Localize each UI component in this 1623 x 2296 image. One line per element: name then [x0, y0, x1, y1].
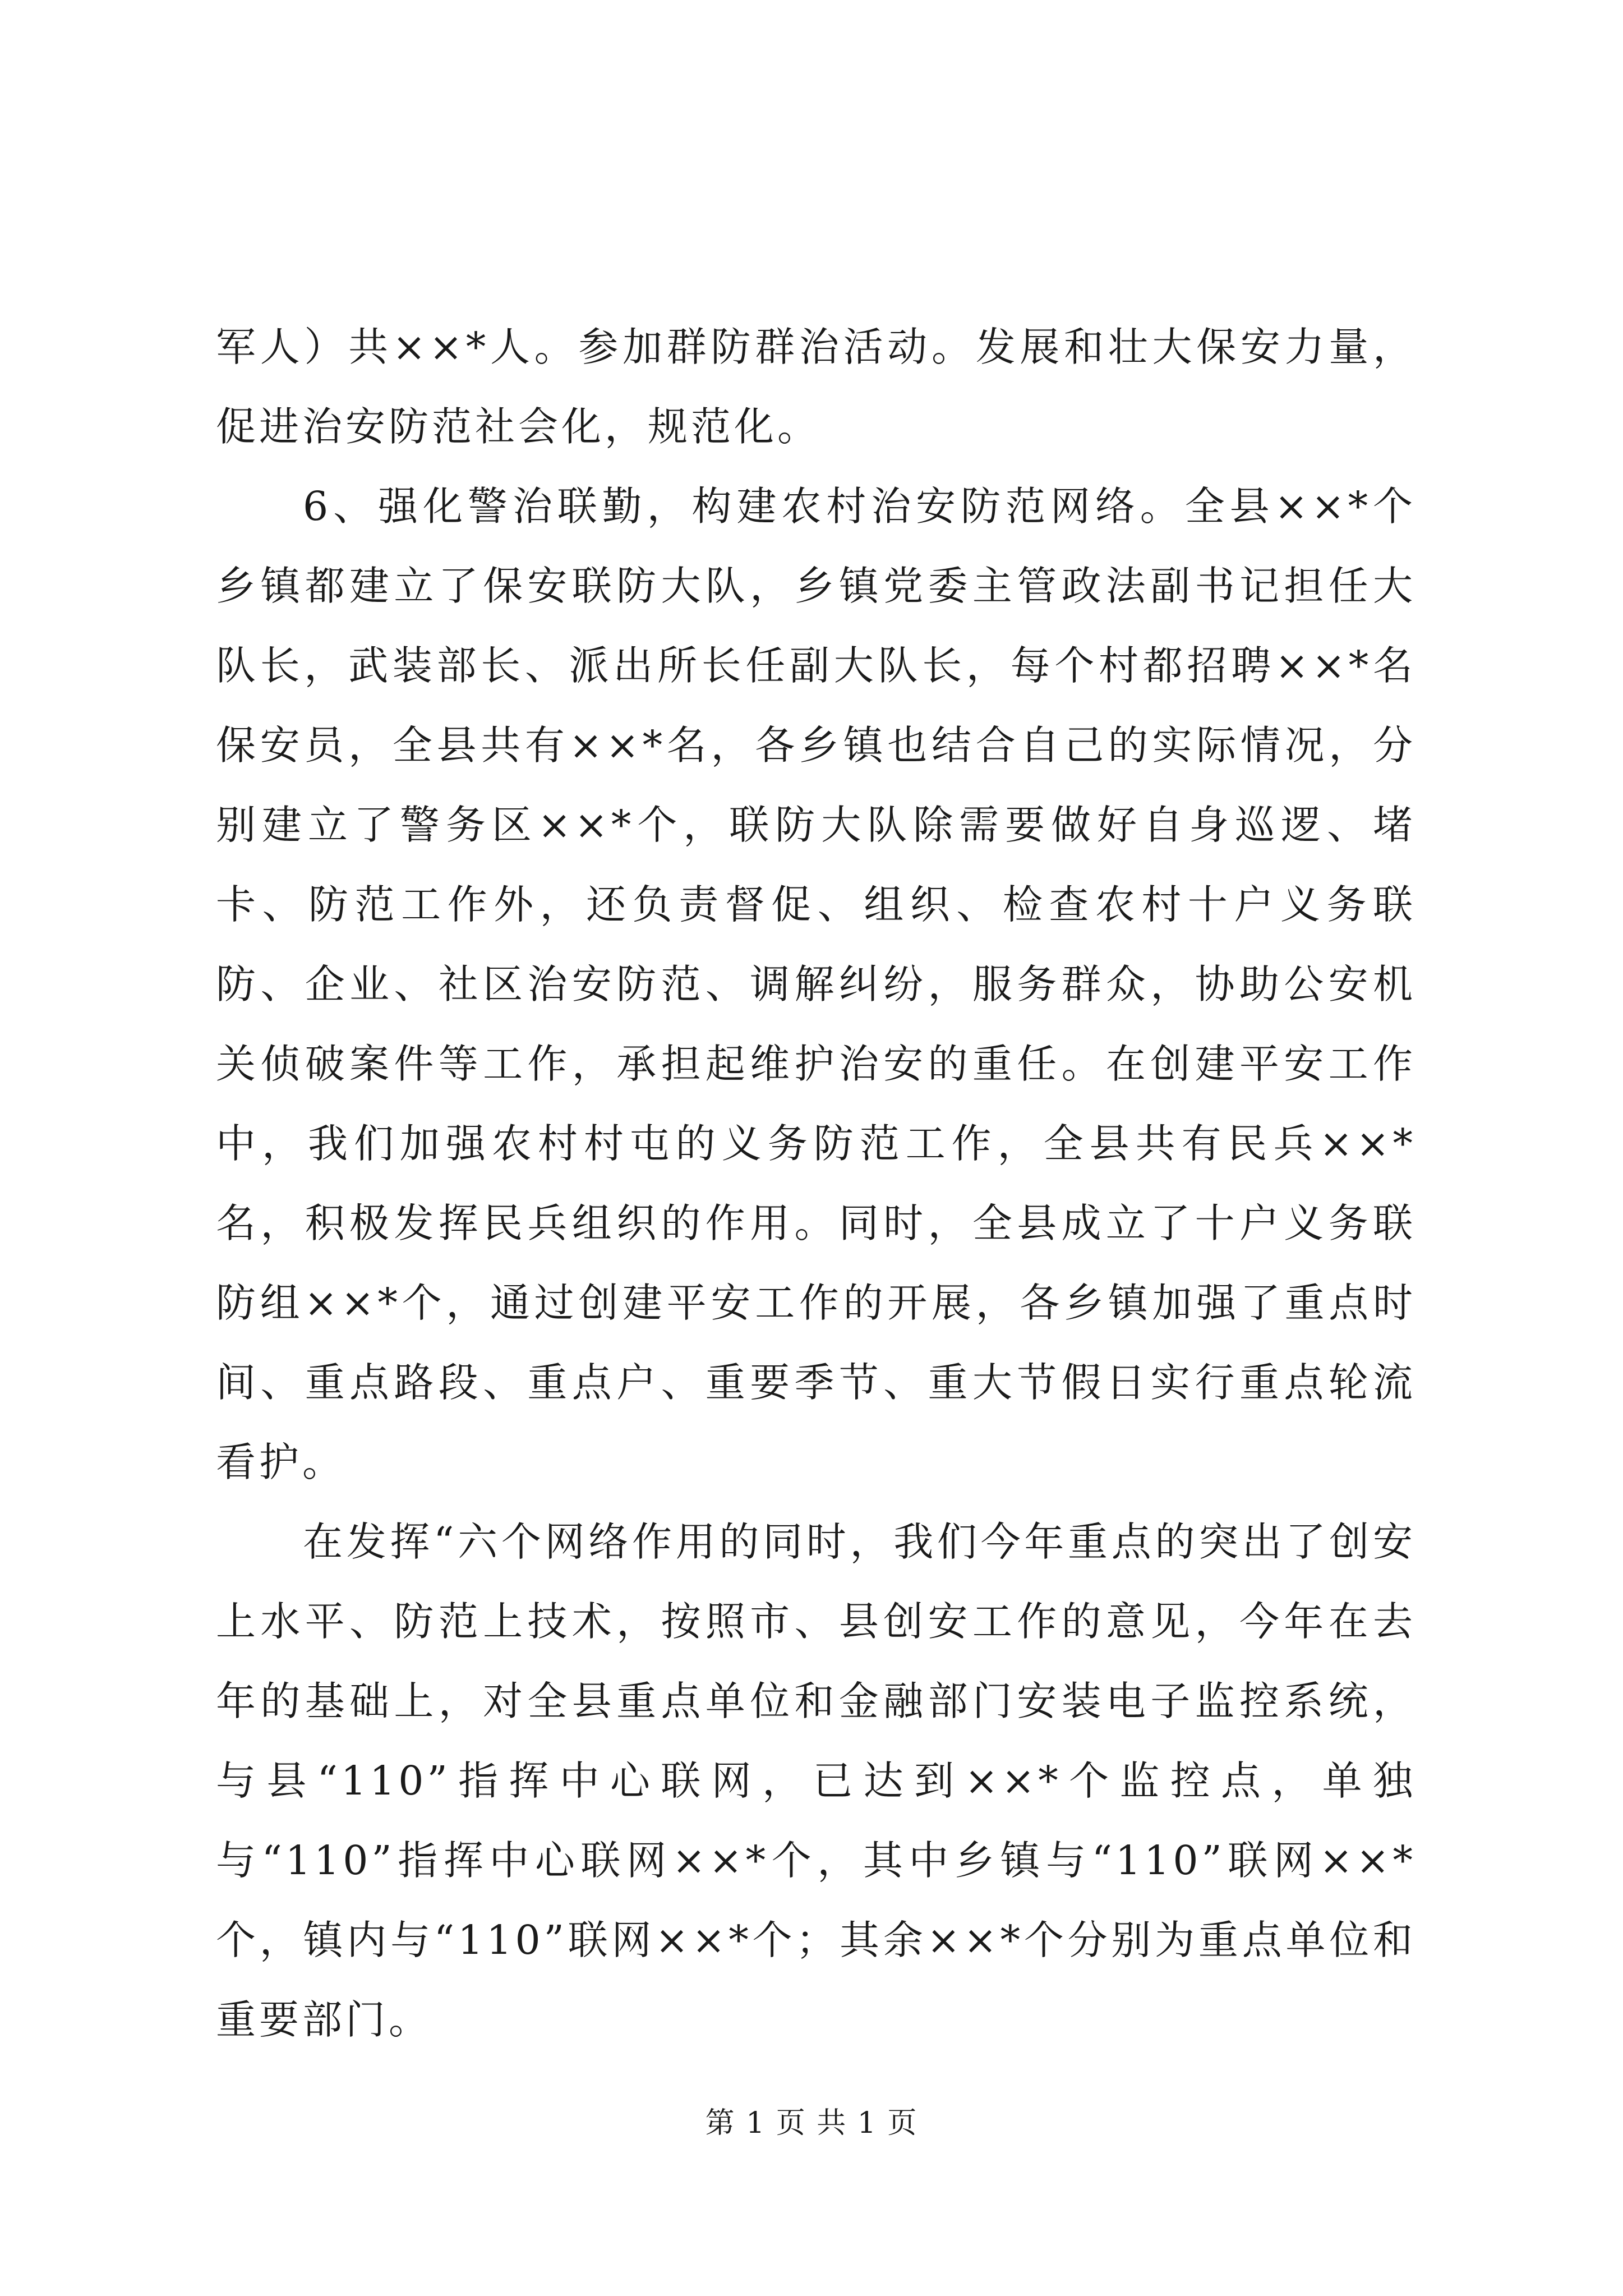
paragraph-continuation: 军人）共××*人。参加群防群治活动。发展和壮大保安力量，促进治安防范社会化，规范化。	[216, 324, 1416, 450]
paragraph-network-monitoring: 在发挥“六个网络作用的同时，我们今年重点的突出了创安上水平、防范上技术，按照市、县创安工作的意见，今年在去年的基础上，对全县重点单位和金融部门安装电子监控系统，与县“110”指挥中心联网，已达到××*个监控点，单独与“110”指挥中心联网××*个，其中乡镇与“110”联网××*个，镇内与“110”联网××*个；其余××*个分别为重点单位和重要部门。	[216, 1519, 1416, 2043]
paragraph-item-6: 6、强化警治联勤，构建农村治安防范网络。全县××*个乡镇都建立了保安联防大队，乡镇党委主管政法副书记担任大队长，武装部长、派出所长任副大队长，每个村都招聘××*名保安员，全县共有××*名，各乡镇也结合自己的实际情况，分别建立了警务区××*个，联防大队除需要做好自身巡逻、堵卡、防范工作外，还负责督促、组织、检查农村十户义务联防、企业、社区治安防范、调解纠纷，服务群众，协助公安机关侦破案件等工作，承担起维护治安的重任。在创建平安工作中，我们加强农村村屯的义务防范工作，全县共有民兵××*名，积极发挥民兵组织的作用。同时，全县成立了十户义务联防组××*个，通过创建平安工作的开展，各乡镇加强了重点时间、重点路段、重点户、重要季节、重大节假日实行重点轮流看护。	[216, 483, 1416, 1485]
document-body	[216, 307, 1416, 2060]
page-footer: 第 1 页 共 1 页	[705, 2106, 918, 2140]
